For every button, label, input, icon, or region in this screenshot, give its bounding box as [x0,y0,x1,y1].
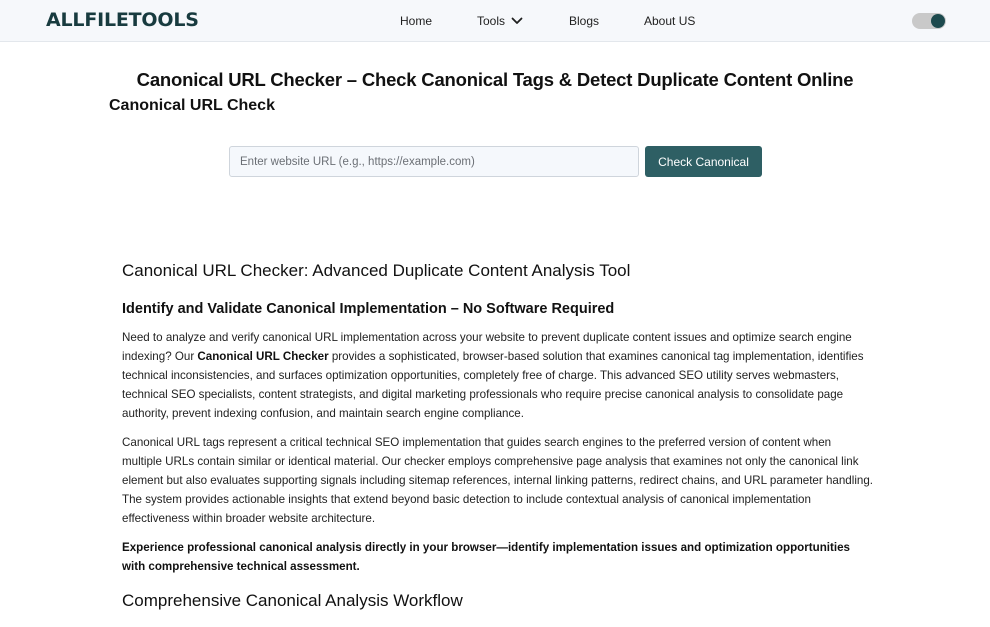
p1-strong: Canonical URL Checker [197,350,329,363]
page-title [0,69,990,91]
url-input[interactable] [229,146,639,177]
article-heading: Canonical URL Checker: Advanced Duplicate Content Analysis Tool [122,261,631,280]
page-title-text: Canonical URL Checker – Check Canonical Tags & Detect Duplicate Content Online [136,69,854,90]
tool-subtitle: Canonical URL Check [109,97,275,114]
site-logo[interactable]: ALLFILETOOLS [46,9,199,31]
p1-text-after: provides a sophisticated, browser-based solution that examines canonical tag implementation, identifies technical inconsistencies, and surfaces optimization opportunities, completely free of charge. This advanced SEO utility serves webmasters, technical SEO specialists, content strategists, and digital marketing professionals who require precise canonical analysis to consolidate page authority, prevent indexing confusion, and maintain search engine compliance. [122,350,864,420]
article-paragraph-1 [122,328,874,423]
article-paragraph-2: Canonical URL tags represent a critical technical SEO implementation that guides search engines to the preferred version of content when multiple URLs contain similar or identical material. Our checker employs comprehensive page analysis that examines not only the canonical link element but also evaluates supporting signals including sitemap references, internal linking patterns, redirect chains, and URL parameter handling. The system provides actionable insights that extend beyond basic detection to include contextual analysis of canonical implementation effectiveness within broader website architecture. [122,436,874,525]
theme-toggle[interactable] [912,13,946,29]
chevron-down-icon[interactable] [511,15,523,27]
top-navbar [0,0,990,42]
article-paragraph-3: Experience professional canonical analysis directly in your browser—identify implementation issues and optimization opportunities with comprehensive technical assessment. [122,541,850,573]
article-subheading: Identify and Validate Canonical Implementation – No Software Required [122,301,615,317]
toggle-knob [931,14,945,28]
check-canonical-button[interactable]: Check Canonical [645,146,762,177]
nav-blogs[interactable]: Blogs [569,14,600,28]
article-heading-2: Comprehensive Canonical Analysis Workflow [122,591,463,610]
nav-tools[interactable]: Tools [477,14,506,28]
nav-about-us[interactable]: About US [644,14,696,28]
nav-home[interactable]: Home [400,14,433,28]
p1-text-before: Need to analyze and verify canonical URL implementation across your website to prevent duplicate content issues and optimize search engine indexing? Our [122,331,852,363]
